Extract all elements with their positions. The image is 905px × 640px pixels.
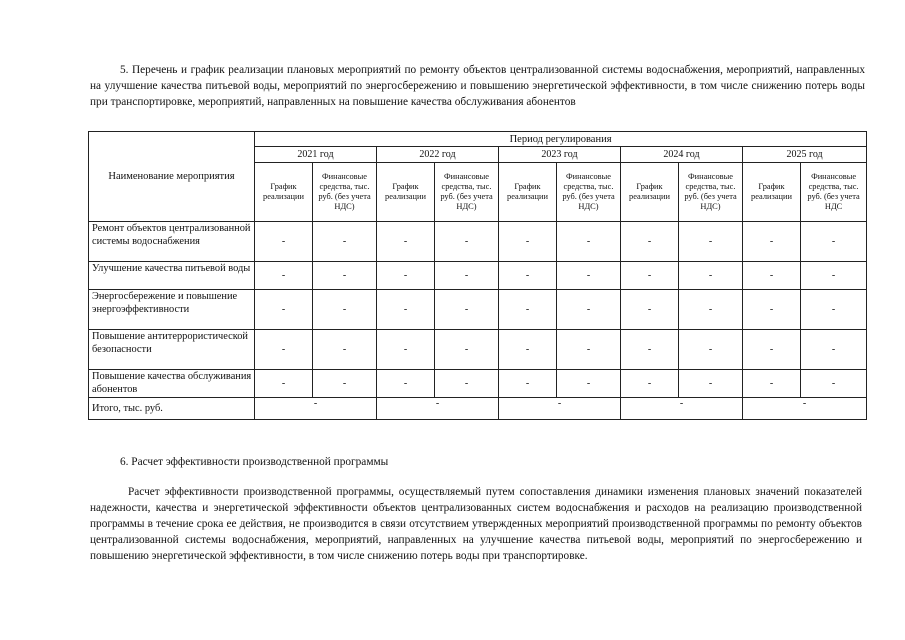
measure-name: Ремонт объектов централизованной системы водоснабжения: [89, 222, 255, 262]
table-cell: -: [743, 330, 801, 370]
schedule-column-header: График реализации: [377, 163, 435, 222]
finance-column-header: Финансовые средства, тыс. руб. (без учета НДС): [435, 163, 499, 222]
table-cell: -: [377, 262, 435, 290]
section-5-heading: 5. Перечень и график реализации плановых мероприятий по ремонту объектов централизованной системы водоснабжения, мероприятий, направленных на улучшение качества питьевой воды, мероприятий по энергосбережению и повышению энергетической эффективности, в том числе снижению потерь воды при транспортировке, мероприятий, направленных на повышение качества обслуживания абонентов: [90, 64, 865, 108]
table-row: [89, 330, 867, 370]
table-cell: -: [255, 370, 313, 398]
measure-name: Повышение качества обслуживания абонентов: [89, 370, 255, 398]
table-cell: -: [435, 222, 499, 262]
table-cell: -: [801, 330, 867, 370]
table-cell: -: [435, 262, 499, 290]
table-row: [89, 290, 867, 330]
year-header: 2023 год: [499, 147, 621, 163]
table-cell: -: [377, 222, 435, 262]
year-header: 2021 год: [255, 147, 377, 163]
table-cell: -: [743, 222, 801, 262]
year-header: 2025 год: [743, 147, 867, 163]
table-cell: -: [679, 330, 743, 370]
table-cell: -: [679, 222, 743, 262]
table-cell: -: [499, 370, 557, 398]
schedule-column-header: График реализации: [621, 163, 679, 222]
table-cell: -: [313, 330, 377, 370]
total-cell: -: [743, 398, 867, 420]
table-cell: -: [801, 370, 867, 398]
total-cell: -: [499, 398, 621, 420]
table-cell: -: [621, 330, 679, 370]
table-cell: -: [313, 290, 377, 330]
schedule-column-header: График реализации: [255, 163, 313, 222]
table-cell: -: [801, 290, 867, 330]
table-row: [89, 370, 867, 398]
total-row: [89, 398, 867, 420]
table-cell: -: [557, 262, 621, 290]
total-cell: -: [255, 398, 377, 420]
finance-column-header: Финансовые средства, тыс. руб. (без учета НДС): [679, 163, 743, 222]
table-cell: -: [743, 262, 801, 290]
table-cell: -: [621, 222, 679, 262]
section-6-heading: 6. Расчет эффективности производственной программы: [120, 456, 389, 468]
table-row: [89, 222, 867, 262]
measure-name: Повышение антитеррористической безопасности: [89, 330, 255, 370]
table-cell: -: [435, 370, 499, 398]
finance-column-header: Финансовые средства, тыс. руб. (без учета НДС): [313, 163, 377, 222]
table-cell: -: [499, 290, 557, 330]
table-cell: -: [557, 290, 621, 330]
table-cell: -: [499, 330, 557, 370]
year-header: 2024 год: [621, 147, 743, 163]
table-cell: -: [313, 262, 377, 290]
total-cell: -: [377, 398, 499, 420]
year-header: 2022 год: [377, 147, 499, 163]
table-cell: -: [801, 222, 867, 262]
total-cell: -: [621, 398, 743, 420]
table-cell: -: [499, 222, 557, 262]
measures-schedule-table: [88, 131, 867, 420]
table-cell: -: [313, 370, 377, 398]
table-cell: -: [377, 290, 435, 330]
table-cell: -: [377, 370, 435, 398]
finance-column-header: Финансовые средства, тыс. руб. (без учета НДС: [801, 163, 867, 222]
table-cell: -: [743, 290, 801, 330]
table-cell: -: [313, 222, 377, 262]
table-row: [89, 262, 867, 290]
measure-name: Улучшение качества питьевой воды: [89, 262, 255, 290]
table-cell: -: [743, 370, 801, 398]
table-cell: -: [557, 330, 621, 370]
table-cell: -: [621, 262, 679, 290]
table-cell: -: [435, 330, 499, 370]
schedule-column-header: График реализации: [499, 163, 557, 222]
table-cell: -: [377, 330, 435, 370]
table-cell: -: [557, 222, 621, 262]
table-cell: -: [801, 262, 867, 290]
table-cell: -: [255, 262, 313, 290]
section-6-paragraph: Расчет эффективности производственной программы, осуществляемый путем сопоставления динамики изменения плановых значений показателей надежности, качества и энергетической эффективности объектов централизованных систем водоснабжения и расходов на реализацию производственной программы в течение срока ее действия, не производится в связи отсутствием утвержденных мероприятий производственной программы по ремонту объектов централизованной системы водоснабжения, мероприятий, направленных на улучшение качества питьевой воды, мероприятий по энергосбережению и повышению энергетической эффективности, в том числе снижению потерь воды при транспортировке.: [90, 486, 862, 562]
table-cell: -: [435, 290, 499, 330]
measure-name-header: Наименование мероприятия: [89, 132, 255, 222]
table-cell: -: [621, 370, 679, 398]
table-cell: -: [255, 330, 313, 370]
table-cell: -: [255, 222, 313, 262]
table-cell: -: [499, 262, 557, 290]
table-cell: -: [679, 370, 743, 398]
table-body: [89, 222, 867, 420]
regulation-period-header: Период регулирования: [255, 132, 867, 147]
table-cell: -: [679, 262, 743, 290]
table-cell: -: [621, 290, 679, 330]
table-cell: -: [255, 290, 313, 330]
measure-name: Энергосбережение и повышение энергоэффективности: [89, 290, 255, 330]
table-cell: -: [679, 290, 743, 330]
schedule-column-header: График реализации: [743, 163, 801, 222]
finance-column-header: Финансовые средства, тыс. руб. (без учета НДС): [557, 163, 621, 222]
total-label: Итого, тыс. руб.: [89, 398, 255, 420]
table-cell: -: [557, 370, 621, 398]
